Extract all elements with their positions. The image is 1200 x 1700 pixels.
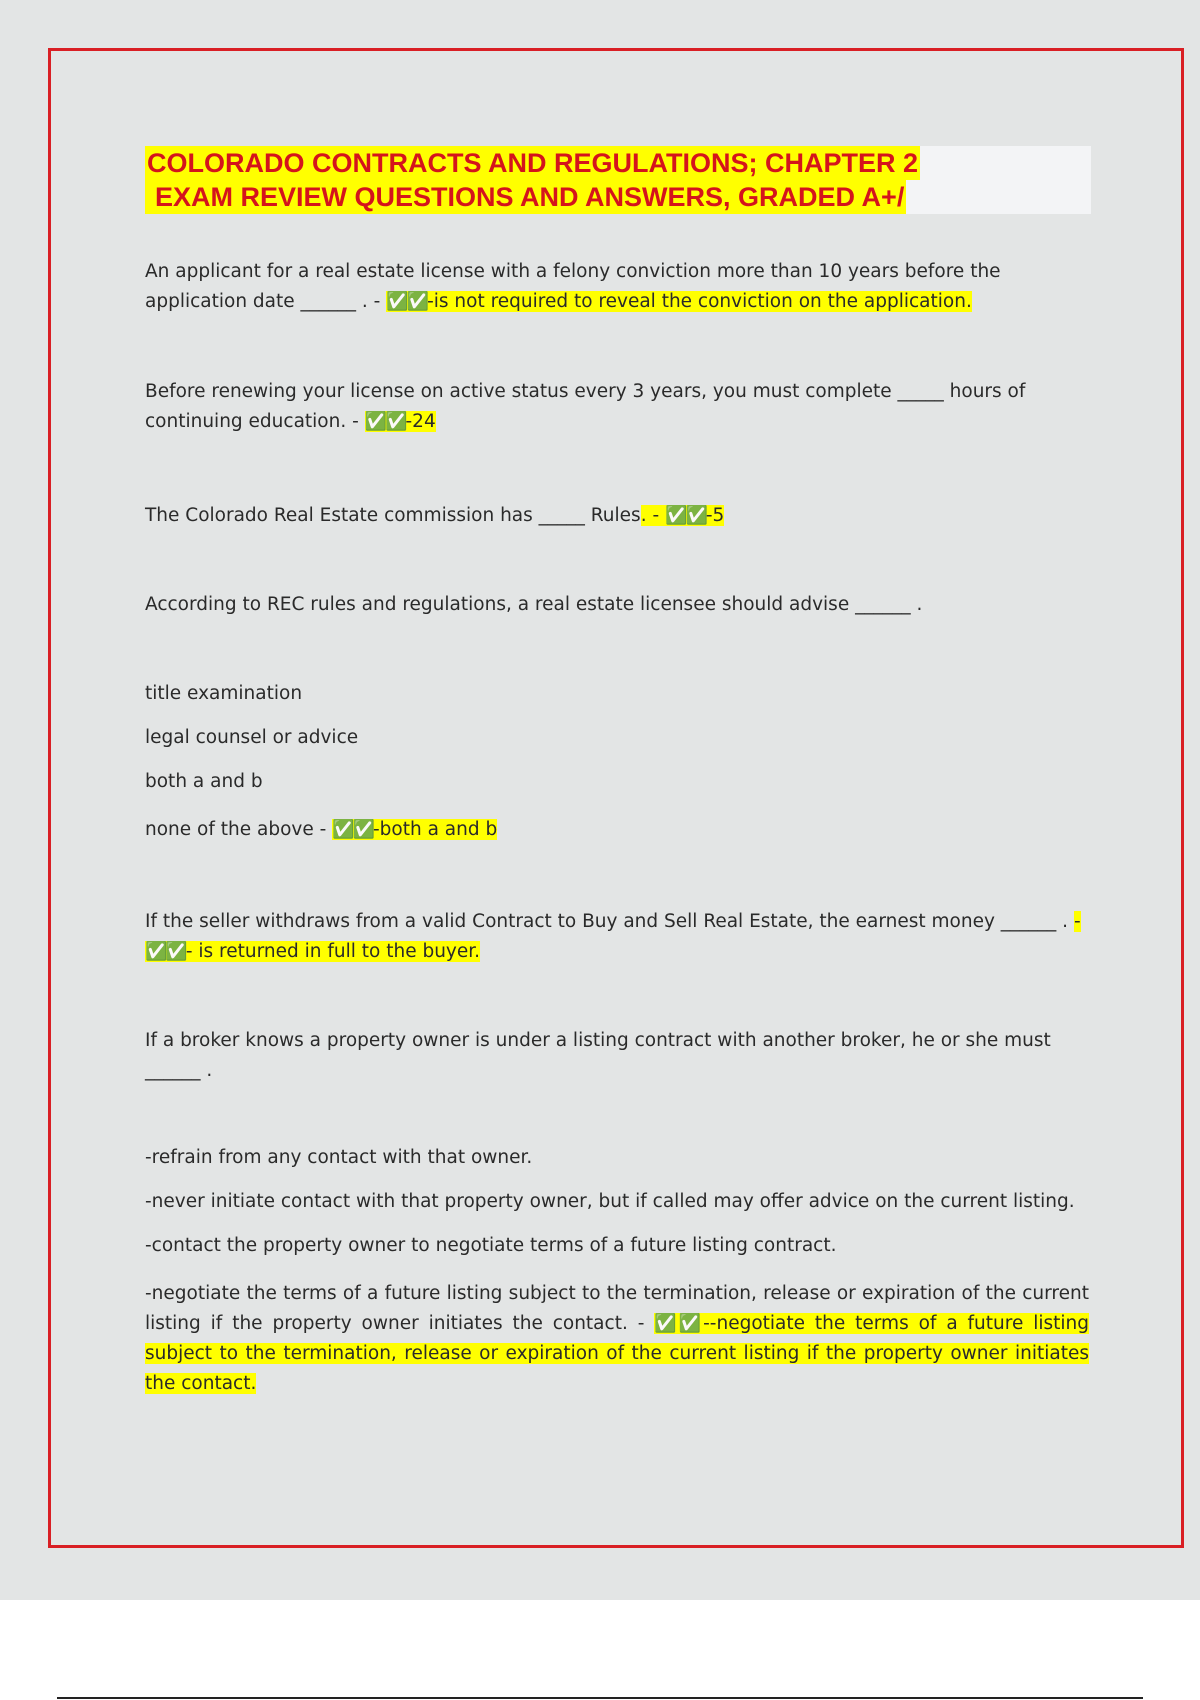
question-6-last-option: -negotiate the terms of a future listing subject to the termination, release or expiration of the current listing if the property owner initiates the contact. - <box>145 1283 1089 1334</box>
answer-4-text: -both a and b <box>372 819 498 840</box>
question-6-option-d <box>145 1279 1089 1399</box>
question-6-option-c: -contact the property owner to negotiate terms of a future listing contract. <box>145 1235 837 1256</box>
question-6-option-b: -never initiate contact with that property owner, but if called may offer advice on the current listing. <box>145 1191 1075 1212</box>
double-check-icon: ✅✅ <box>364 411 406 432</box>
answer-2-text: -24 <box>405 411 436 432</box>
question-4-option-c: both a and b <box>145 771 263 792</box>
question-3 <box>145 501 1089 531</box>
question-4-text: According to REC rules and regulations, a real estate licensee should advise ______ . <box>145 594 923 615</box>
double-check-icon: ✅✅ <box>145 941 186 962</box>
title-block <box>145 146 1091 214</box>
footer-rule <box>57 1697 1143 1699</box>
double-check-icon: ✅✅ <box>386 291 428 312</box>
double-check-icon: ✅✅ <box>654 1313 704 1334</box>
question-6-text: If a broker knows a property owner is under a listing contract with another broker, he or she must ______ . <box>145 1030 1051 1081</box>
question-4-last-option: none of the above - <box>145 819 333 840</box>
double-check-icon: ✅✅ <box>332 819 373 840</box>
question-3-text: The Colorado Real Estate commission has _____ Rules <box>145 505 641 526</box>
question-1 <box>145 257 1089 317</box>
question-6-option-a: -refrain from any contact with that owner. <box>145 1147 533 1168</box>
answer-1-text: -is not required to reveal the conviction on the application. <box>427 291 972 312</box>
answer-3-prefix: . - <box>640 505 666 526</box>
question-2 <box>145 377 1089 437</box>
answer-4 <box>332 819 497 840</box>
answer-3-text: -5 <box>705 505 725 526</box>
title-line-2: EXAM REVIEW QUESTIONS AND ANSWERS, GRADED A+/ <box>145 180 906 214</box>
answer-3 <box>641 505 725 526</box>
question-4-option-b: legal counsel or advice <box>145 727 359 748</box>
title-line-1: COLORADO CONTRACTS AND REGULATIONS; CHAPTER 2 <box>147 148 918 178</box>
answer-6-text: --negotiate the terms of a future listing subject to the termination, release or expiration of the current listing if the property owner initiates the contact. <box>145 1313 1090 1394</box>
question-2-text: Before renewing your license on active status every 3 years, you must complete _____ hours of continuing education. - <box>145 381 1026 432</box>
answer-5-text: - is returned in full to the buyer. <box>185 941 481 962</box>
answer-2 <box>365 411 436 432</box>
question-4-option-d <box>145 815 1089 845</box>
answer-1 <box>386 291 972 312</box>
answer-5-prefix: - <box>1073 911 1081 932</box>
question-5-text: If the seller withdraws from a valid Contract to Buy and Sell Real Estate, the earnest money ______ . <box>145 911 1074 932</box>
question-1-text: An applicant for a real estate license with a felony conviction more than 10 years before the application date ______ . - <box>145 261 1001 312</box>
double-check-icon: ✅✅ <box>665 505 706 526</box>
question-4-option-a: title examination <box>145 683 303 704</box>
question-5 <box>145 907 1089 967</box>
